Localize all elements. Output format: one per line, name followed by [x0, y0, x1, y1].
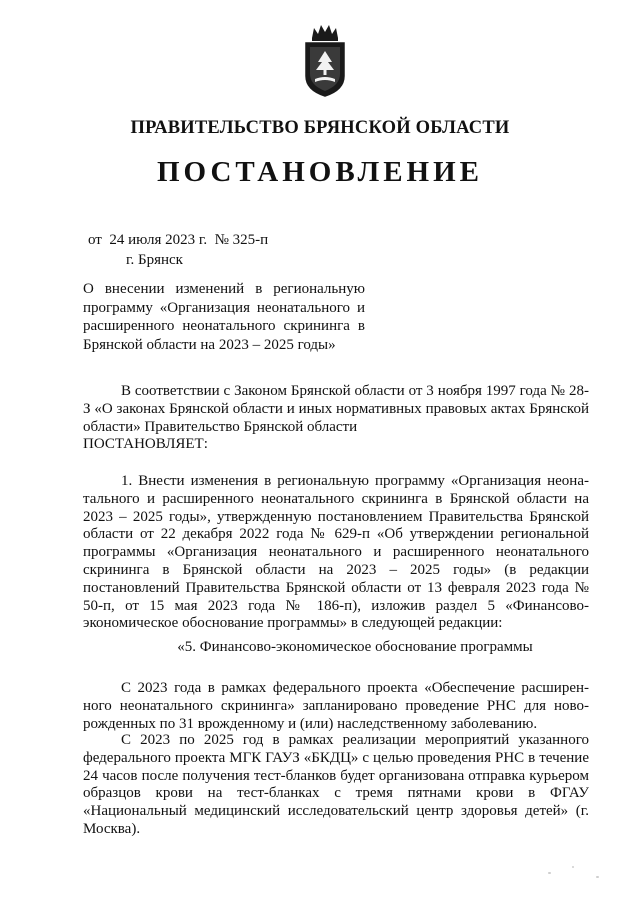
resolution-subject: О внесении изменений в региональную программу «Организация неонатального и расширенного неонатального скрининга в Брянской области на 2023 – 2025 годы»	[83, 281, 365, 353]
coat-of-arms-icon	[302, 22, 348, 98]
preamble-text: В соответствии с Законом Брянской области от 3 ноября 1997 года № 28-З «О законах Брянской области и иных нормативных правовых актах Брянской области» Правительство Брянской области	[83, 383, 589, 435]
document-type-title: ПОСТАНОВЛЕНИЕ	[156, 156, 483, 188]
clause-1-text: 1. Внести изменения в региональную программу «Организация неона-тального и расширенного неонатального скрининга в Брянской области на 2023 – 2025 годы», утвержденную постановлением Правительства Брянской области от 22 декабря 2022 года № 629-п «Об утверждении региональной программы «Организация неонатального и расширенного неонатального скрининга в Брянской области на 2023 – 2025 годы» (в редакции постановлений Правительства Брянской области от 13 февраля 2023 года № 50-п, от 15 мая 2023 года № 186-п), изложив раздел 5 «Финансово-экономическое обоснование программы» в следующей редакции:	[83, 473, 589, 632]
resolves-word: ПОСТАНОВЛЯЕТ:	[83, 436, 208, 453]
section-heading: «5. Финансово-экономическое обоснование программы	[177, 639, 533, 655]
date-and-number: от 24 июля 2023 г. № 325-п	[88, 232, 269, 248]
paragraph-federal-project	[83, 680, 589, 733]
scan-speck	[572, 866, 574, 868]
city: г. Брянск	[126, 252, 183, 268]
scan-speck	[548, 872, 551, 874]
clause-1	[83, 473, 589, 633]
paragraph-courier-delivery	[83, 732, 589, 839]
scan-speck	[596, 876, 599, 878]
paragraph-federal-project-text: С 2023 года в рамках федерального проекта «Обеспечение расширен-ного неонатального скрининга» запланировано проведение РНС для ново-рожденных по 31 врожденному и (или) наследственному заболеванию.	[83, 680, 589, 732]
government-title: ПРАВИТЕЛЬСТВО БРЯНСКОЙ ОБЛАСТИ	[130, 118, 510, 138]
preamble	[83, 383, 589, 454]
paragraph-courier-delivery-text: С 2023 по 2025 год в рамках реализации мероприятий указанного федерального проекта МГК ГАУЗ «БКДЦ» с целью проведения РНС в течение 24 часов после получения тест-бланков будет организована отправка курьером образцов крови на тест-бланках с тремя пятнами крови в ФГАУ «Национальный медицинский исследовательский центр здоровья детей» (г. Москва).	[83, 732, 589, 837]
